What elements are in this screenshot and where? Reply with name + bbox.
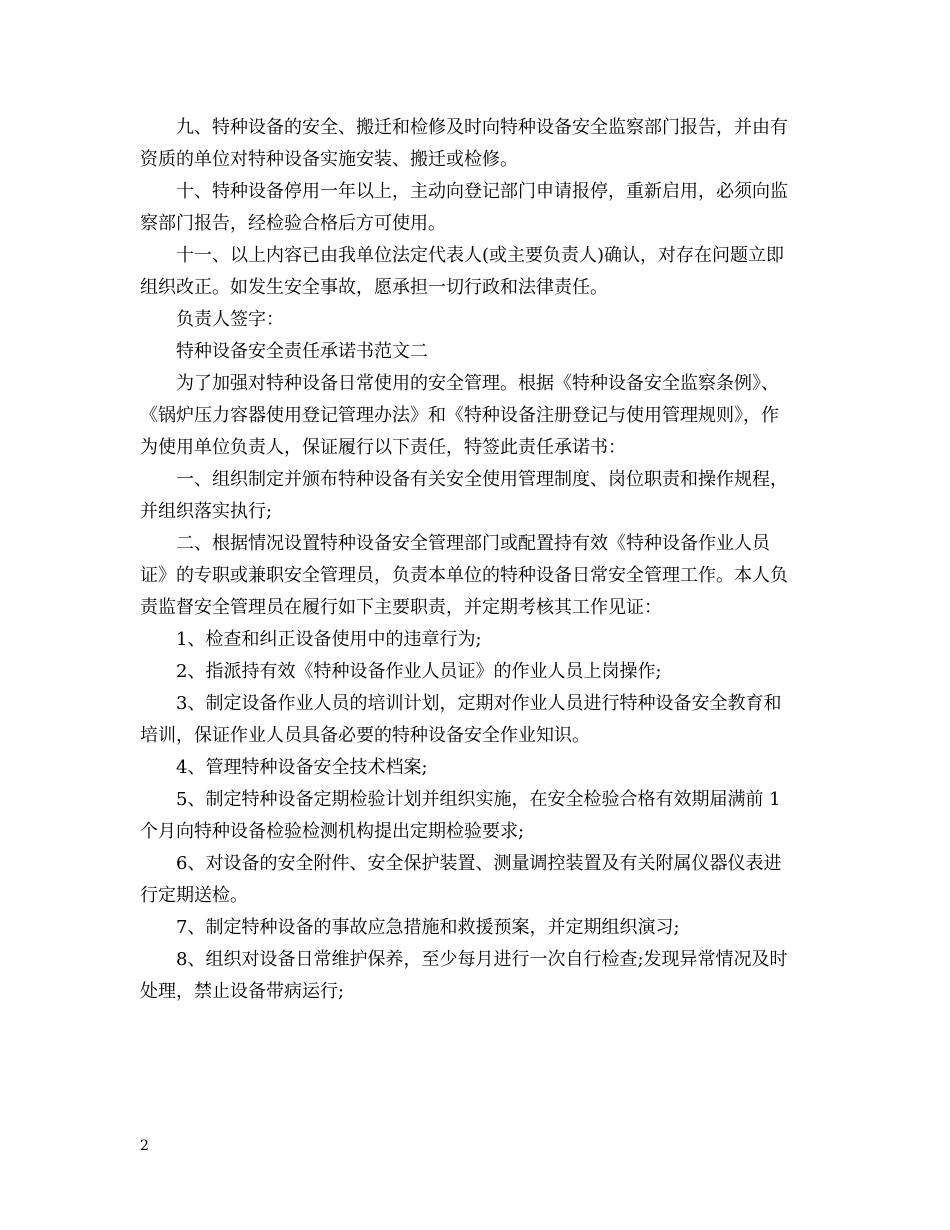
paragraph-line: 负责人签字： — [176, 309, 284, 330]
paragraph-line: 7、制定特种设备的事故应急措施和救援预案，并定期组织演习; — [176, 917, 680, 938]
paragraph — [140, 528, 810, 624]
paragraph — [140, 464, 810, 528]
paragraph-line: 资质的单位对特种设备实施安装、搬迁或检修。 — [140, 149, 518, 170]
paragraph — [140, 336, 810, 368]
paragraph — [140, 752, 810, 784]
paragraph — [140, 688, 810, 752]
paragraph-line: 处理，禁止设备带病运行; — [140, 981, 345, 1002]
paragraph — [140, 656, 810, 688]
paragraph — [140, 912, 810, 944]
paragraph-line: 《锅炉压力容器使用登记管理办法》和《特种设备注册登记与使用管理规则》，作 — [140, 405, 779, 426]
paragraph-line: 个月向特种设备检验检测机构提出定期检验要求; — [140, 821, 525, 842]
paragraph — [140, 624, 810, 656]
paragraph-line: 证》的专职或兼职安全管理员，负责本单位的特种设备日常安全管理工作。本人负 — [140, 565, 788, 586]
paragraph-line: 2、指派持有效《特种设备作业人员证》的作业人员上岗操作; — [176, 661, 662, 682]
paragraph — [140, 176, 810, 240]
paragraph-line: 察部门报告，经检验合格后方可使用。 — [140, 213, 446, 234]
paragraph-line: 特种设备安全责任承诺书范文二 — [176, 341, 428, 362]
page-number: 2 — [140, 1138, 149, 1154]
paragraph — [140, 368, 810, 464]
paragraph-line: 并组织落实执行; — [140, 501, 273, 522]
paragraph-line: 责监督安全管理员在履行如下主要职责，并定期考核其工作见证： — [140, 597, 662, 618]
paragraph — [140, 240, 810, 304]
paragraph-line: 十一、以上内容已由我单位法定代表人(或主要负责人)确认，对存在问题立即 — [176, 245, 785, 266]
paragraph-line: 1、检查和纠正设备使用中的违章行为; — [176, 629, 482, 650]
paragraph-line: 为使用单位负责人，保证履行以下责任，特签此责任承诺书： — [140, 437, 626, 458]
paragraph-line: 十、特种设备停用一年以上，主动向登记部门申请报停，重新启用，必须向监 — [176, 181, 788, 202]
paragraph-line: 二、根据情况设置特种设备安全管理部门或配置持有效《特种设备作业人员 — [176, 533, 770, 554]
paragraph-line: 九、特种设备的安全、搬迁和检修及时向特种设备安全监察部门报告，并由有 — [176, 117, 788, 138]
paragraph-line: 组织改正。如发生安全事故，愿承担一切行政和法律责任。 — [140, 277, 608, 298]
paragraph — [140, 784, 810, 848]
document-body — [140, 112, 810, 1008]
paragraph — [140, 304, 810, 336]
paragraph-line: 8、组织对设备日常维护保养，至少每月进行一次自行检查;发现异常情况及时 — [176, 949, 788, 970]
paragraph — [140, 944, 810, 1008]
paragraph-line: 4、管理特种设备安全技术档案; — [176, 757, 428, 778]
paragraph-line: 3、制定设备作业人员的培训计划，定期对作业人员进行特种设备安全教育和 — [176, 693, 782, 714]
paragraph-line: 为了加强对特种设备日常使用的安全管理。根据《特种设备安全监察条例》、 — [176, 373, 779, 394]
paragraph-line: 5、制定特种设备定期检验计划并组织实施，在安全检验合格有效期届满前 1 — [176, 789, 781, 810]
paragraph — [140, 848, 810, 912]
paragraph-line: 行定期送检。 — [140, 885, 248, 906]
paragraph-line: 一、组织制定并颁布特种设备有关安全使用管理制度、岗位职责和操作规程， — [176, 469, 788, 490]
paragraph — [140, 112, 810, 176]
paragraph-line: 培训，保证作业人员具备必要的特种设备安全作业知识。 — [140, 725, 590, 746]
paragraph-line: 6、对设备的安全附件、安全保护装置、测量调控装置及有关附属仪器仪表进 — [176, 853, 782, 874]
